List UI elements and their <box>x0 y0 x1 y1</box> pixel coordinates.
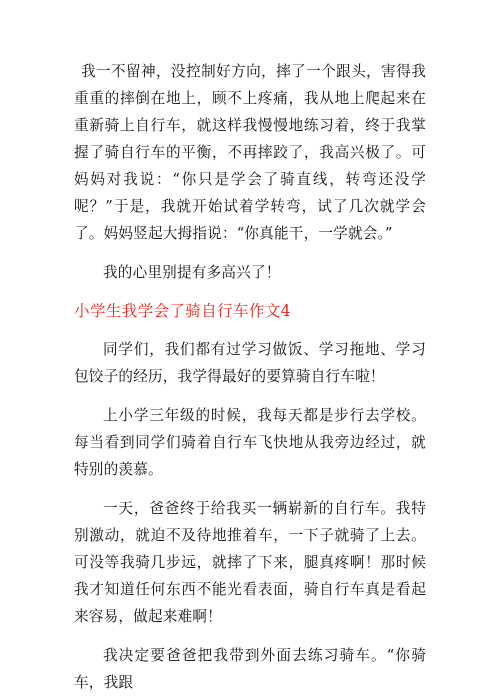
paragraph-happy: 我的心里别提有多高兴了！ <box>103 264 281 281</box>
paragraph-fall-and-learn: 我一不留神，没控制好方向，摔了一个跟头，害得我重重的摔倒在地上，顾不上疼痛，我从地上爬起来在重新骑上自行车，就这样我慢慢地练习着，终于我掌握了骑自行车的平衡，不再摔跤了，我高兴极了。可妈妈对我说：“你只是学会了骑直线，转弯还没学呢？”于是，我就开始试着学转弯，试了几次就学会了。妈妈竖起大拇指说：“你真能干，一学就会。” <box>74 63 426 242</box>
paragraph-intro: 同学们，我们都有过学习做饭、学习拖地、学习包饺子的经历，我学得最好的要算骑自行车啦！ <box>74 341 426 385</box>
paragraph-practice: 我决定要爸爸把我带到外面去练习骑车。“你骑车，我跟 <box>74 647 426 691</box>
paragraph-grade-three: 上小学三年级的时候，我每天都是步行去学校。每当看到同学们骑着自行车飞快地从我旁边经过，就特别的羡慕。 <box>74 407 426 478</box>
paragraph-new-bike: 一天，爸爸终于给我买一辆崭新的自行车。我特别激动，就迫不及待地推着车，一下子就骑了上去。可没等我骑几步远，就摔了下来，腿真疼啊！那时候我才知道任何东西不能光看表面，骑自行车真是看起来容易，做起来难啊！ <box>74 500 426 625</box>
section-title: 小学生我学会了骑自行车作文4 <box>74 302 291 320</box>
